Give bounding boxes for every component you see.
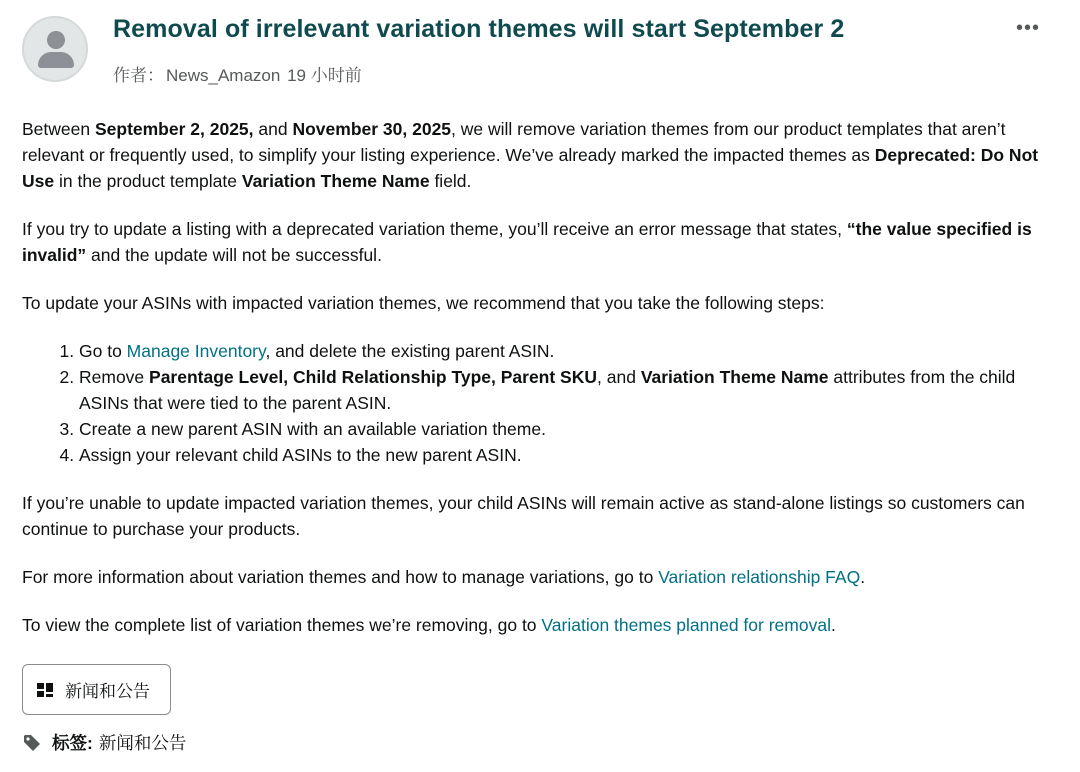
deprecated-label: Deprecated: Do Not Use	[22, 145, 1039, 191]
paragraph-steps-intro: To update your ASINs with impacted variation themes, we recommend that you take the following steps:	[22, 293, 825, 313]
post-byline	[113, 61, 364, 86]
text: If you try to update a listing with a deprecated variation theme, you’ll receive an error message that states,	[22, 219, 847, 239]
post-time: 19 小时前	[287, 66, 362, 85]
text: .	[830, 615, 836, 635]
text: , and delete the existing parent ASIN.	[265, 341, 555, 361]
manage-inventory-link[interactable]: Manage Inventory	[126, 341, 266, 361]
post-title: Removal of irrelevant variation themes will start September 2	[113, 15, 845, 43]
category-button[interactable]	[22, 664, 171, 715]
text: , we will remove variation themes from our product templates that aren’t relevant or frequently used, to simplify your listing experience. We’ve already marked the impacted themes as	[22, 119, 1006, 165]
text: .	[860, 567, 866, 587]
attribute-names: Parentage Level, Child Relationship Type, Parent SKU	[149, 367, 598, 387]
tag-link[interactable]: 新闻和公告	[98, 733, 187, 753]
text: Go to	[79, 341, 127, 361]
tag-icon	[22, 733, 42, 753]
grid-icon	[37, 683, 53, 697]
list-item	[79, 364, 1052, 416]
variation-faq-link[interactable]: Variation relationship FAQ	[658, 567, 861, 587]
text: attributes from the child ASINs that were tied to the parent ASIN.	[79, 367, 1016, 413]
text: , and	[597, 367, 641, 387]
text: Remove	[79, 367, 150, 387]
text: field.	[429, 171, 472, 191]
tags-row	[22, 730, 186, 755]
list-item: 4. Assign your relevant child ASINs to the new parent ASIN.	[79, 442, 1052, 468]
category-label: 新闻和公告	[65, 682, 150, 701]
paragraph-standalone: If you’re unable to update impacted variation themes, your child ASINs will remain active as stand-alone listings so customers can continue to purchase your products.	[22, 493, 1025, 539]
paragraph-removal-list	[22, 612, 1052, 638]
start-date: September 2, 2025,	[94, 119, 254, 139]
avatar-body-shape	[38, 52, 74, 68]
text: and the update will not be successful.	[86, 245, 382, 265]
post-header	[22, 15, 1058, 87]
text: For more information about variation themes and how to manage variations, go to	[22, 567, 659, 587]
end-date: November 30, 2025	[292, 119, 452, 139]
more-options-icon[interactable]: •••	[1015, 17, 1040, 39]
steps-list	[22, 338, 1052, 468]
list-item: 3. Create a new parent ASIN with an available variation theme.	[79, 416, 1052, 442]
error-message: “the value specified is invalid”	[22, 219, 1032, 265]
removal-list-link[interactable]: Variation themes planned for removal	[541, 615, 831, 635]
author-prefix: 作者：	[113, 66, 164, 85]
text: and	[253, 119, 293, 139]
field-name: Variation Theme Name	[241, 171, 430, 191]
list-item	[79, 338, 1052, 364]
attribute-name: Variation Theme Name	[640, 367, 829, 387]
text: Between	[22, 119, 95, 139]
paragraph-error	[22, 216, 1052, 268]
text: in the product template	[54, 171, 242, 191]
avatar-head-shape	[47, 31, 65, 49]
text: To view the complete list of variation themes we’re removing, go to	[22, 615, 542, 635]
tags-label: 标签:	[52, 733, 93, 753]
avatar[interactable]	[22, 16, 88, 82]
post-body	[22, 116, 1052, 660]
paragraph-schedule	[22, 116, 1052, 194]
author-name[interactable]: News_Amazon	[166, 66, 281, 85]
paragraph-faq	[22, 564, 1052, 590]
